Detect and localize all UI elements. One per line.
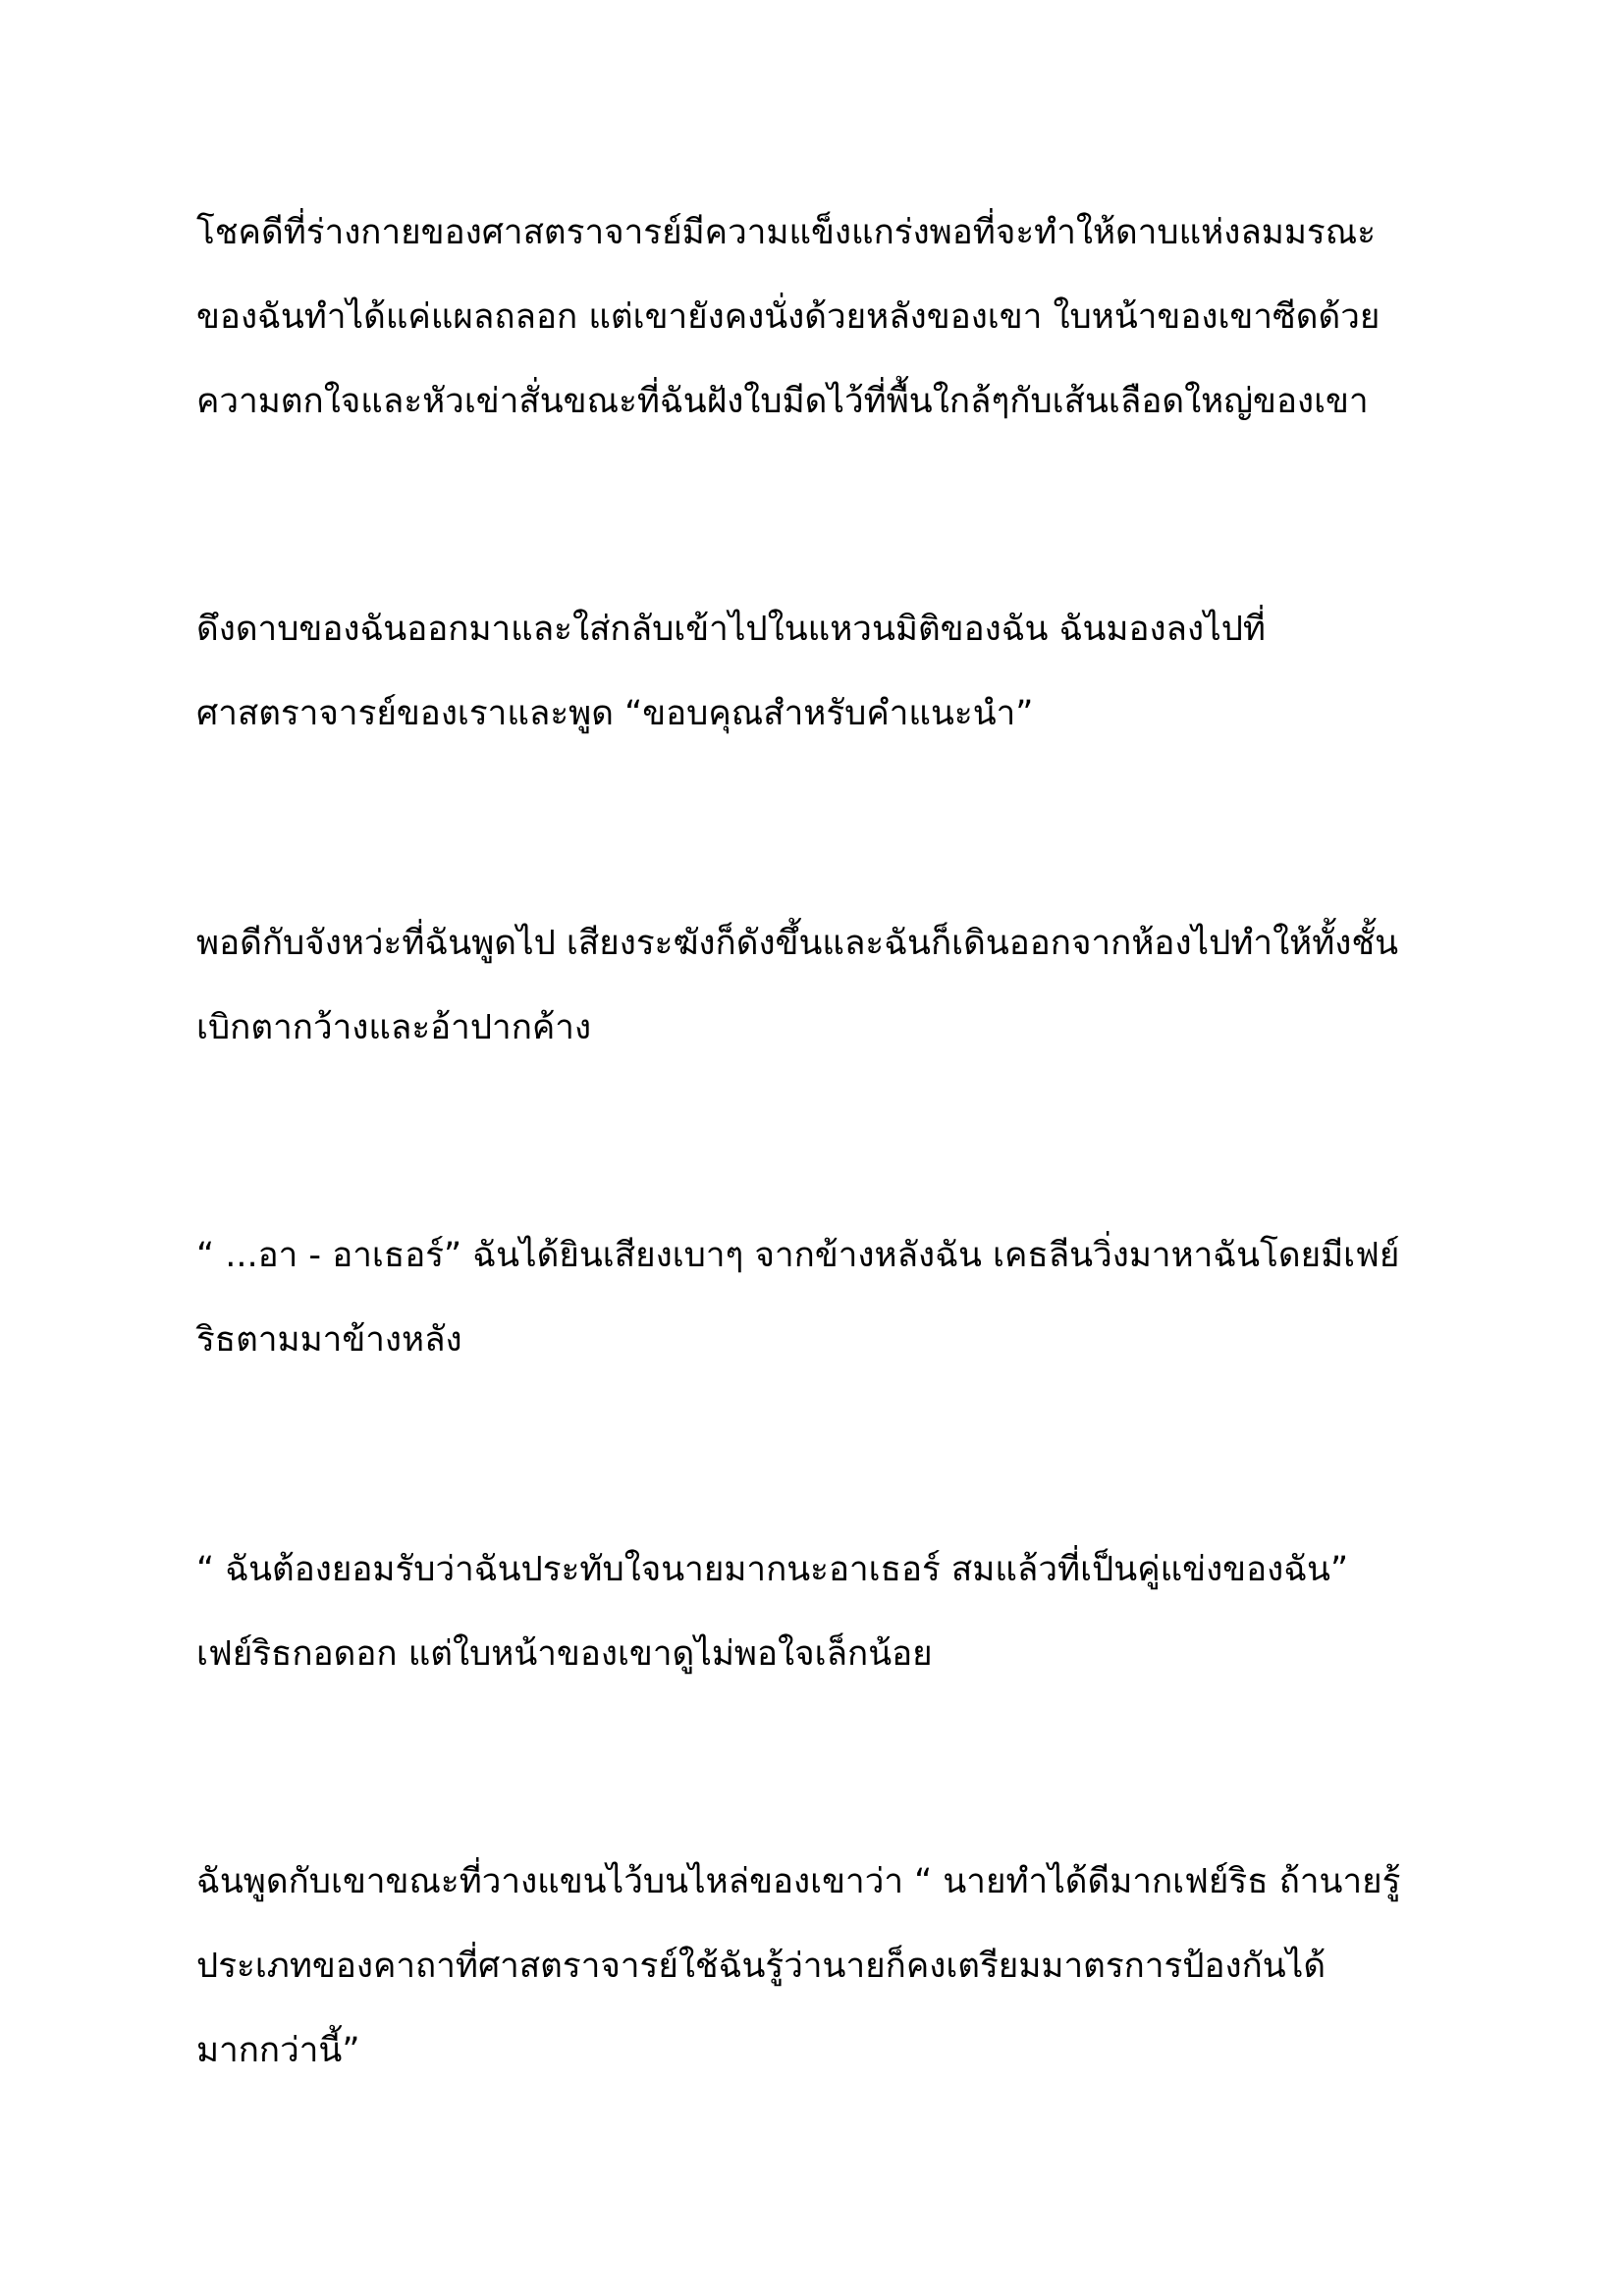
text-line: ประเภทของคาถาที่ศาสตราจารย์ใช้ฉันรู้ว่านายก็คงเตรียมมาตรการป้องกันได้ [196,1947,1326,1986]
text-line: “ ฉันต้องยอมรับว่าฉันประทับใจนายมากนะอาเธอร์ สมแล้วที่เป็นคู่แข่งของฉัน” [196,1550,1349,1589]
text-line: มากกว่านี้” [196,2031,360,2070]
text-line: ศาสตราจารย์ของเราและพูด “ขอบคุณสำหรับคำแนะนำ” [196,694,1034,733]
text-line: เฟย์ริธกอดอก แต่ใบหน้าของเขาดูไม่พอใจเล็กน้อย [196,1634,933,1674]
text-line: ริธตามมาข้างหลัง [196,1320,462,1360]
paragraph-4 [196,1213,1463,1382]
paragraph-2 [196,587,1463,756]
text-line: พอดีกับจังหว่ะที่ฉันพูดไป เสียงระฆังก็ดังขึ้นและฉันก็เดินออกจากห้องไปทำให้ทั้งชั้น [196,924,1399,963]
paragraph-5 [196,1527,1463,1696]
text-line: ความตกใจและหัวเข่าสั่นขณะที่ฉันฝังใบมีดไว้ที่พื้นใกล้ๆกับเส้นเลือดใหญ่ของเขา [196,382,1369,421]
text-line: “ ...อา - อาเธอร์” ฉันได้ยินเสียงเบาๆ จากข้างหลังฉัน เคธลีนวิ่งมาหาฉันโดยมีเฟย์ [196,1236,1400,1275]
text-line: โชคดีที่ร่างกายของศาสตราจารย์มีความแข็งแกร่งพอที่จะทำให้ดาบแห่งลมมรณะ [196,213,1376,252]
text-line: ของฉันทำได้แค่แผลถลอก แต่เขายังคงนั่งด้วยหลังของเขา ใบหน้าของเขาซีดด้วย [196,297,1380,337]
paragraph-3 [196,901,1463,1070]
text-line: ฉันพูดกับเขาขณะที่วางแขนไว้บนไหล่ของเขาว่า “ นายทำได้ดีมากเฟย์ริธ ถ้านายรู้ [196,1862,1401,1901]
paragraph-6 [196,1840,1463,2093]
text-line: เบิกตากว้างและอ้าปากค้าง [196,1008,592,1047]
text-line: ดึงดาบของฉันออกมาและใส่กลับเข้าไปในแหวนมิติของฉัน ฉันมองลงไปที่ [196,610,1266,649]
paragraph-1 [196,190,1463,444]
